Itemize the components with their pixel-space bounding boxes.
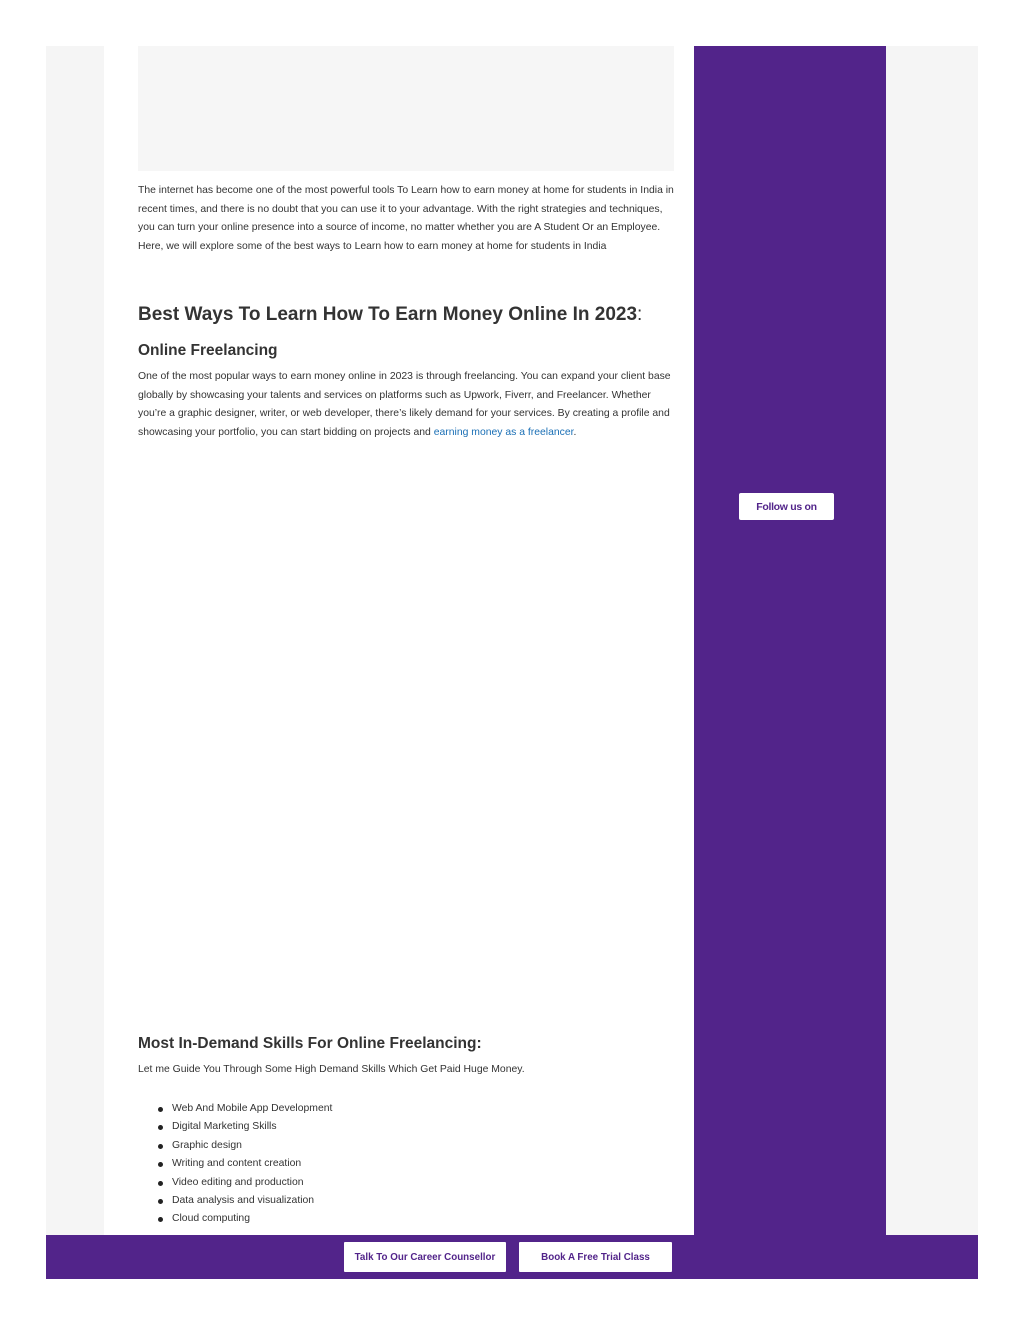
main-heading — [138, 304, 642, 326]
skill-label: Writing and content creation — [172, 1158, 302, 1170]
list-item — [138, 1155, 332, 1173]
freelancing-paragraph — [138, 368, 674, 442]
skills-list — [138, 1100, 332, 1229]
main-heading-text: Best Ways To Learn How To Earn Money Online In 2023 — [138, 304, 638, 325]
freelancing-end: . — [573, 426, 577, 438]
follow-us-button[interactable]: Follow us on — [739, 493, 834, 520]
skill-label: Digital Marketing Skills — [172, 1121, 277, 1133]
list-item — [138, 1100, 332, 1118]
bullet-icon — [158, 1217, 163, 1222]
skill-label: Data analysis and visualization — [172, 1195, 315, 1207]
bullet-icon — [158, 1181, 163, 1186]
bullet-icon — [158, 1199, 163, 1204]
skills-intro: Let me Guide You Through Some High Demand Skills Which Get Paid Huge Money. — [138, 1064, 525, 1075]
skills-heading: Most In-Demand Skills For Online Freelancing: — [138, 1035, 482, 1052]
bullet-icon — [158, 1162, 163, 1167]
skill-label: Cloud computing — [172, 1213, 250, 1225]
bullet-icon — [158, 1107, 163, 1112]
career-counsellor-button[interactable]: Talk To Our Career Counsellor — [344, 1242, 506, 1272]
freelancer-link[interactable]: earning money as a freelancer — [433, 426, 574, 438]
intro-paragraph: The internet has become one of the most powerful tools To Learn how to earn money at home for students in India in recent times, and there is no doubt that you can use it to your advantage. With the right strategies and techniques, you can turn your online presence into a source of income, no matter whether you are A Student Or an Employee. Here, we will explore some of the best ways to Learn how to earn money at home for students in India — [138, 185, 674, 252]
bullet-icon — [158, 1144, 163, 1149]
list-item — [138, 1118, 332, 1136]
main-heading-colon: : — [637, 304, 643, 325]
freelancing-text: One of the most popular ways to earn money online in 2023 is through freelancing. You can expand your client base globally by showcasing your talents and services on platforms such as Upwork, Fiverr, and Freelancer. Whether you’re a graphic designer, writer, or web developer, there’s likely demand for your services. By creating a profile and showcasing your portfolio, you can start bidding on projects and — [138, 371, 671, 438]
skill-label: Video editing and production — [172, 1176, 304, 1188]
sidebar — [694, 46, 886, 1279]
freelancing-heading: Online Freelancing — [138, 342, 278, 359]
skill-label: Web And Mobile App Development — [172, 1103, 333, 1114]
list-item — [138, 1137, 332, 1155]
free-trial-button[interactable]: Book A Free Trial Class — [519, 1242, 672, 1272]
bullet-icon — [158, 1125, 163, 1130]
list-item — [138, 1174, 332, 1192]
bottom-cta-bar — [46, 1235, 978, 1279]
list-item — [138, 1192, 332, 1210]
skill-label: Graphic design — [172, 1139, 242, 1151]
article-body — [138, 182, 674, 1225]
ad-placeholder — [138, 46, 674, 171]
list-item — [138, 1210, 332, 1228]
